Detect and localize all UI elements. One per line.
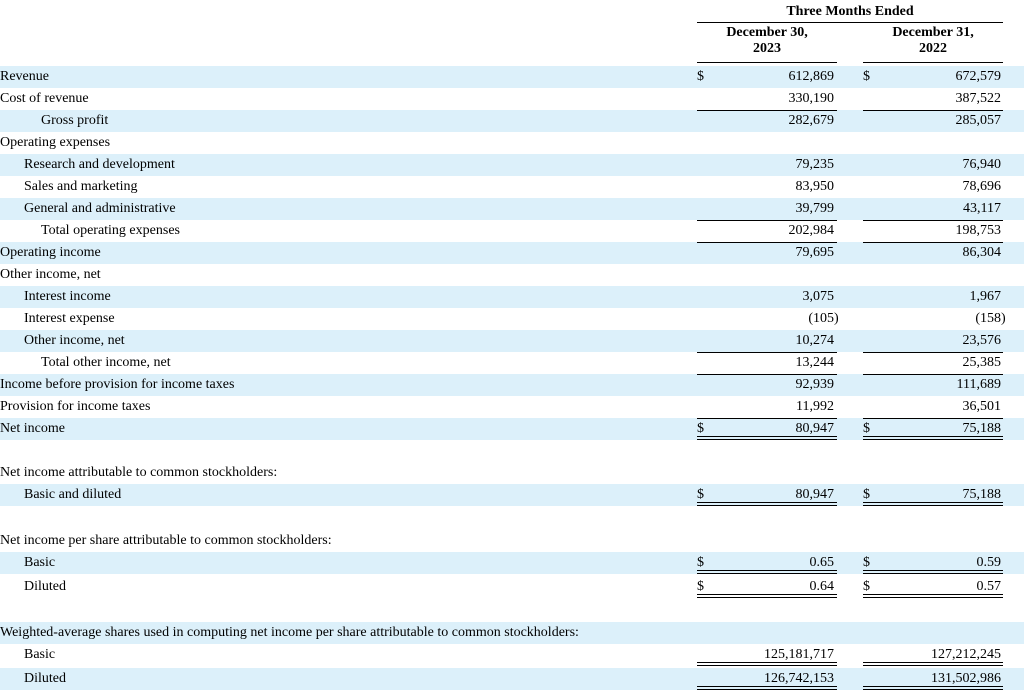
row-general-administrative xyxy=(0,198,1024,220)
value-2023: 79,695 xyxy=(795,245,834,260)
row-label: Diluted xyxy=(24,671,66,686)
row-label: Basic and diluted xyxy=(24,487,122,502)
value-2022: 285,057 xyxy=(955,113,1001,128)
row-label: Revenue xyxy=(0,69,49,84)
value-2022: 1,967 xyxy=(969,289,1001,304)
value-2022: 0.57 xyxy=(976,579,1001,594)
value-2022: 75,188 xyxy=(962,421,1001,436)
dollar-sign: $ xyxy=(697,555,704,570)
column-header-2023 xyxy=(697,25,837,57)
value-2023: 79,235 xyxy=(795,157,834,172)
row-basic-shares xyxy=(0,644,1024,666)
row-label: Basic xyxy=(24,647,56,662)
row-label: Income before provision for income taxes xyxy=(0,377,235,392)
value-2023: 330,190 xyxy=(788,91,834,106)
dollar-sign: $ xyxy=(863,579,870,594)
value-2023: 80,947 xyxy=(795,421,834,436)
row-label: Other income, net xyxy=(0,267,101,282)
column-header-2023-rule xyxy=(697,62,837,63)
dollar-sign: $ xyxy=(697,421,704,436)
value-2022: 76,940 xyxy=(962,157,1001,172)
value-2022: 131,502,986 xyxy=(931,671,1001,686)
value-2023: 612,869 xyxy=(788,69,834,84)
value-2023: 10,274 xyxy=(795,333,834,348)
row-sales-marketing xyxy=(0,176,1024,198)
period-header: Three Months Ended xyxy=(786,4,914,19)
row-other-income-heading xyxy=(0,264,1024,286)
row-revenue xyxy=(0,66,1024,88)
row-label: Total operating expenses xyxy=(41,223,180,238)
row-interest-expense xyxy=(0,308,1024,330)
value-2023-number: (105 xyxy=(808,311,834,326)
row-label: Net income xyxy=(0,421,65,436)
value-2023: 282,679 xyxy=(788,113,834,128)
value-2022: 36,501 xyxy=(962,399,1001,414)
value-2022: (158 ) xyxy=(975,311,1006,326)
row-operating-income xyxy=(0,242,1024,264)
row-label: Net income per share attributable to common stockholders: xyxy=(0,533,332,548)
value-2022: 127,212,245 xyxy=(931,647,1001,662)
row-label: Cost of revenue xyxy=(0,91,89,106)
value-2022: 111,689 xyxy=(956,377,1001,392)
row-label: Other income, net xyxy=(24,333,125,348)
value-2022: 75,188 xyxy=(962,487,1001,502)
row-diluted-shares xyxy=(0,668,1024,690)
dollar-sign: $ xyxy=(863,69,870,84)
value-2023: 11,992 xyxy=(796,399,834,414)
row-net-income xyxy=(0,418,1024,440)
row-total-other-income xyxy=(0,352,1024,374)
value-2023: 83,950 xyxy=(795,179,834,194)
row-basic-and-diluted xyxy=(0,484,1024,506)
value-2023: (105 ) xyxy=(808,311,839,326)
column-header-2022-line2: 2022 xyxy=(919,41,947,56)
period-header-rule xyxy=(697,22,1003,23)
row-label: Total other income, net xyxy=(41,355,171,370)
value-2022: 198,753 xyxy=(955,223,1001,238)
dollar-sign: $ xyxy=(863,555,870,570)
value-2023: 202,984 xyxy=(788,223,834,238)
row-label: Net income attributable to common stockholders: xyxy=(0,465,278,480)
row-label: Research and development xyxy=(24,157,175,172)
row-operating-expenses-heading xyxy=(0,132,1024,154)
row-label: Weighted-average shares used in computing net income per share attributable to common stockholders: xyxy=(0,625,579,640)
row-basic-per-share xyxy=(0,552,1024,574)
value-2022: 43,117 xyxy=(963,201,1001,216)
row-diluted-per-share xyxy=(0,576,1024,598)
column-header-2023-line1: December 30, xyxy=(726,25,808,40)
dollar-sign: $ xyxy=(697,69,704,84)
row-net-income-attributable-heading xyxy=(0,462,1024,484)
value-2023: 92,939 xyxy=(795,377,834,392)
column-header-2022-line1: December 31, xyxy=(892,25,974,40)
dollar-sign: $ xyxy=(697,579,704,594)
dollar-sign: $ xyxy=(697,487,704,502)
row-gross-profit xyxy=(0,110,1024,132)
row-interest-income xyxy=(0,286,1024,308)
row-total-operating-expenses xyxy=(0,220,1024,242)
dollar-sign: $ xyxy=(863,487,870,502)
row-label: Operating expenses xyxy=(0,135,111,150)
column-header-2023-line2: 2023 xyxy=(753,41,781,56)
value-2023: 0.65 xyxy=(809,555,834,570)
value-2023: 80,947 xyxy=(795,487,834,502)
value-2022: 25,385 xyxy=(962,355,1001,370)
row-label: Gross profit xyxy=(41,113,109,128)
dollar-sign: $ xyxy=(863,421,870,436)
row-label: Interest income xyxy=(24,289,111,304)
row-label: Provision for income taxes xyxy=(0,399,151,414)
row-label: Diluted xyxy=(24,579,66,594)
row-label: General and administrative xyxy=(24,201,176,216)
value-2023: 125,181,717 xyxy=(764,647,834,662)
value-2022-number: (158 xyxy=(975,311,1001,326)
row-label: Operating income xyxy=(0,245,101,260)
value-2023: 39,799 xyxy=(795,201,834,216)
row-provision-income-taxes xyxy=(0,396,1024,418)
row-income-before-taxes xyxy=(0,374,1024,396)
value-2023: 0.64 xyxy=(809,579,834,594)
row-cost-of-revenue xyxy=(0,88,1024,110)
row-label: Interest expense xyxy=(24,311,115,326)
row-weighted-average-heading xyxy=(0,622,1024,644)
row-research-development xyxy=(0,154,1024,176)
row-label: Basic xyxy=(24,555,56,570)
value-2022: 387,522 xyxy=(955,91,1001,106)
value-2022: 23,576 xyxy=(962,333,1001,348)
value-2022: 78,696 xyxy=(962,179,1001,194)
row-net-income-per-share-heading xyxy=(0,530,1024,552)
value-2023: 126,742,153 xyxy=(764,671,834,686)
value-2023: 3,075 xyxy=(802,289,834,304)
value-2022: 0.59 xyxy=(976,555,1001,570)
value-2023: 13,244 xyxy=(795,355,834,370)
column-header-2022-rule xyxy=(863,62,1003,63)
row-label: Sales and marketing xyxy=(24,179,138,194)
column-header-2022 xyxy=(863,25,1003,57)
value-2022: 86,304 xyxy=(962,245,1001,260)
value-2022: 672,579 xyxy=(955,69,1001,84)
row-other-income-net xyxy=(0,330,1024,352)
